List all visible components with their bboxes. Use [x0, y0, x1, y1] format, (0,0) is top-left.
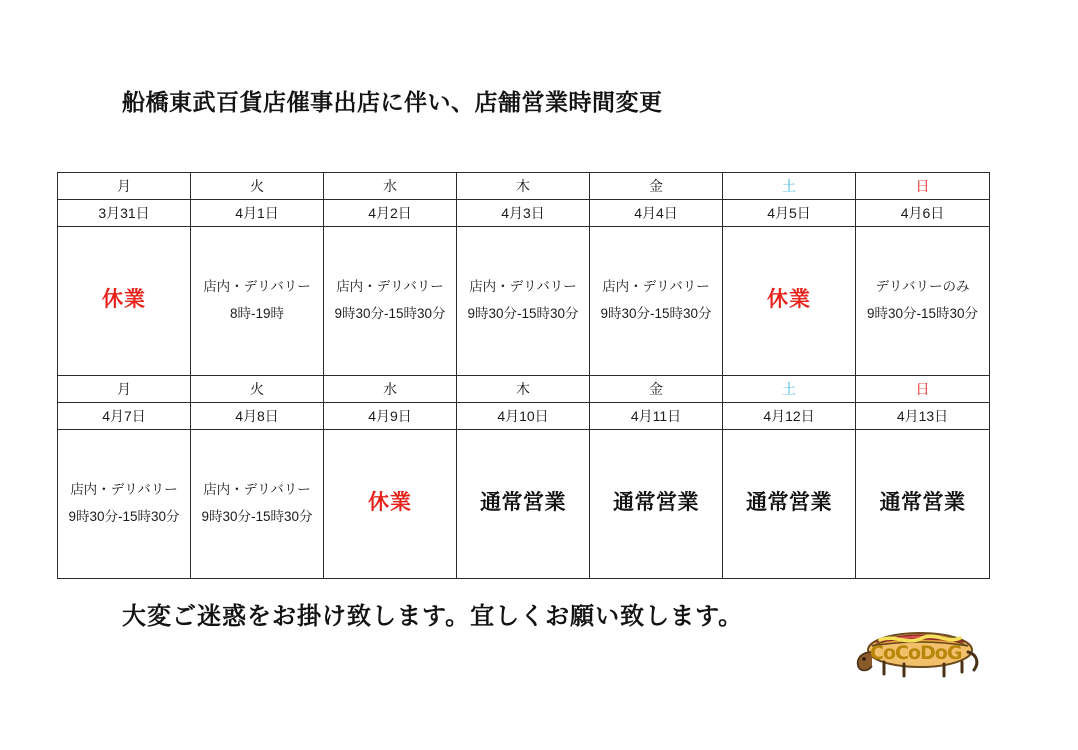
date-label: 4月9日	[368, 408, 412, 424]
date-label: 4月10日	[497, 408, 549, 424]
hours-line-1: 店内・デリバリー	[70, 482, 178, 498]
date-label: 4月1日	[235, 205, 279, 221]
hours-line-2: 9時30分-15時30分	[467, 306, 579, 321]
dow-cell	[324, 376, 457, 403]
hours-line-1: 店内・デリバリー	[469, 279, 577, 295]
dow-cell	[723, 173, 856, 200]
hours-cell	[457, 430, 590, 579]
hours-line-1: 店内・デリバリー	[203, 279, 311, 295]
hours-cell	[590, 430, 723, 579]
date-label: 4月4日	[634, 205, 678, 221]
page-title: 船橋東武百貨店催事出店に伴い、店舗営業時間変更	[122, 89, 663, 115]
dow-cell	[590, 376, 723, 403]
date-label: 4月3日	[501, 205, 545, 221]
table-row-hours-week1	[58, 227, 990, 376]
date-label: 4月5日	[767, 205, 811, 221]
hours-cell-content	[58, 478, 190, 530]
date-cell	[856, 200, 990, 227]
dow-cell	[457, 376, 590, 403]
hours-cell	[191, 227, 324, 376]
table-row-date-week1	[58, 200, 990, 227]
dow-label: 火	[250, 381, 264, 397]
hours-cell-content	[457, 484, 589, 523]
date-cell	[324, 200, 457, 227]
table-row-hours-week2	[58, 430, 990, 579]
hours-cell-content	[723, 484, 855, 523]
hours-line-1: 通常営業	[879, 490, 966, 514]
dow-label: 金	[649, 178, 663, 194]
hours-line-2: 9時30分-15時30分	[600, 306, 712, 321]
hours-cell-content	[723, 281, 855, 320]
hours-cell-content	[324, 275, 456, 327]
dow-label: 月	[117, 381, 131, 397]
dow-label-saturday: 土	[782, 381, 796, 397]
hours-line-1: 店内・デリバリー	[602, 279, 710, 295]
business-hours-calendar	[57, 172, 990, 579]
date-cell	[58, 200, 191, 227]
cocodog-logo-text: CoCoDoG	[870, 642, 962, 664]
dow-cell	[723, 376, 856, 403]
hours-line-2: 9時30分-15時30分	[334, 306, 446, 321]
hours-cell	[723, 227, 856, 376]
hours-line-2: 9時30分-15時30分	[201, 509, 313, 524]
date-cell	[590, 403, 723, 430]
dow-cell	[856, 173, 990, 200]
hours-cell	[58, 227, 191, 376]
table-row-dow-week1	[58, 173, 990, 200]
date-label: 3月31日	[98, 205, 150, 221]
dow-label: 水	[383, 178, 397, 194]
dow-label-saturday: 土	[782, 178, 796, 194]
date-cell	[723, 200, 856, 227]
hours-line-1: 通常営業	[480, 490, 566, 514]
hours-cell-content	[58, 281, 190, 320]
date-cell	[856, 403, 990, 430]
cocodog-logo	[848, 612, 988, 684]
hours-cell-content	[856, 484, 989, 523]
hours-cell-content	[324, 484, 456, 523]
date-cell	[191, 200, 324, 227]
date-cell	[324, 403, 457, 430]
dow-cell	[58, 376, 191, 403]
table-row-dow-week2	[58, 376, 990, 403]
hours-cell-content	[457, 275, 589, 327]
dow-cell	[191, 173, 324, 200]
date-label: 4月2日	[368, 205, 412, 221]
date-cell	[723, 403, 856, 430]
date-cell	[191, 403, 324, 430]
hours-cell	[191, 430, 324, 579]
hours-line-2: 9時30分-15時30分	[866, 306, 979, 321]
footer-note: 大変ご迷惑をお掛け致します。宜しくお願い致します。	[122, 603, 744, 630]
dow-cell	[856, 376, 990, 403]
dow-label: 火	[250, 178, 264, 194]
hours-line-1: 通常営業	[613, 490, 699, 514]
dow-cell	[457, 173, 590, 200]
date-cell	[457, 200, 590, 227]
hours-cell-content	[856, 275, 989, 327]
hours-line-1: デリバリーのみ	[875, 279, 970, 295]
hours-line-1: 店内・デリバリー	[336, 279, 444, 295]
date-cell	[457, 403, 590, 430]
date-label: 4月11日	[630, 408, 682, 424]
dow-cell	[58, 173, 191, 200]
hours-line-1: 休業	[102, 287, 146, 311]
hours-cell	[856, 227, 990, 376]
dow-cell	[590, 173, 723, 200]
dow-label-sunday: 日	[915, 381, 930, 397]
hours-cell-content	[590, 484, 722, 523]
dow-cell	[191, 376, 324, 403]
hours-cell	[324, 430, 457, 579]
hours-line-1: 休業	[368, 490, 412, 514]
dow-label: 水	[383, 381, 397, 397]
hours-cell	[590, 227, 723, 376]
date-label: 4月7日	[102, 408, 146, 424]
date-label: 4月6日	[900, 205, 945, 221]
hours-line-1: 休業	[767, 287, 811, 311]
hours-cell	[58, 430, 191, 579]
dow-cell	[324, 173, 457, 200]
hours-cell	[324, 227, 457, 376]
dow-label: 木	[516, 178, 530, 194]
hours-line-1: 店内・デリバリー	[203, 482, 311, 498]
hours-line-2: 9時30分-15時30分	[68, 509, 180, 524]
date-label: 4月8日	[235, 408, 279, 424]
hours-cell	[723, 430, 856, 579]
dow-label-sunday: 日	[915, 178, 930, 194]
date-label: 4月13日	[896, 408, 949, 424]
hours-cell-content	[191, 478, 323, 530]
hours-cell	[457, 227, 590, 376]
date-label: 4月12日	[763, 408, 815, 424]
dow-label: 月	[117, 178, 131, 194]
dow-label: 木	[516, 381, 530, 397]
hours-line-1: 通常営業	[746, 490, 832, 514]
hours-cell-content	[590, 275, 722, 327]
hours-cell-content	[191, 275, 323, 327]
table-row-date-week2	[58, 403, 990, 430]
dow-label: 金	[649, 381, 663, 397]
date-cell	[58, 403, 191, 430]
date-cell	[590, 200, 723, 227]
hours-cell	[856, 430, 990, 579]
hours-line-2: 8時-19時	[229, 306, 285, 321]
